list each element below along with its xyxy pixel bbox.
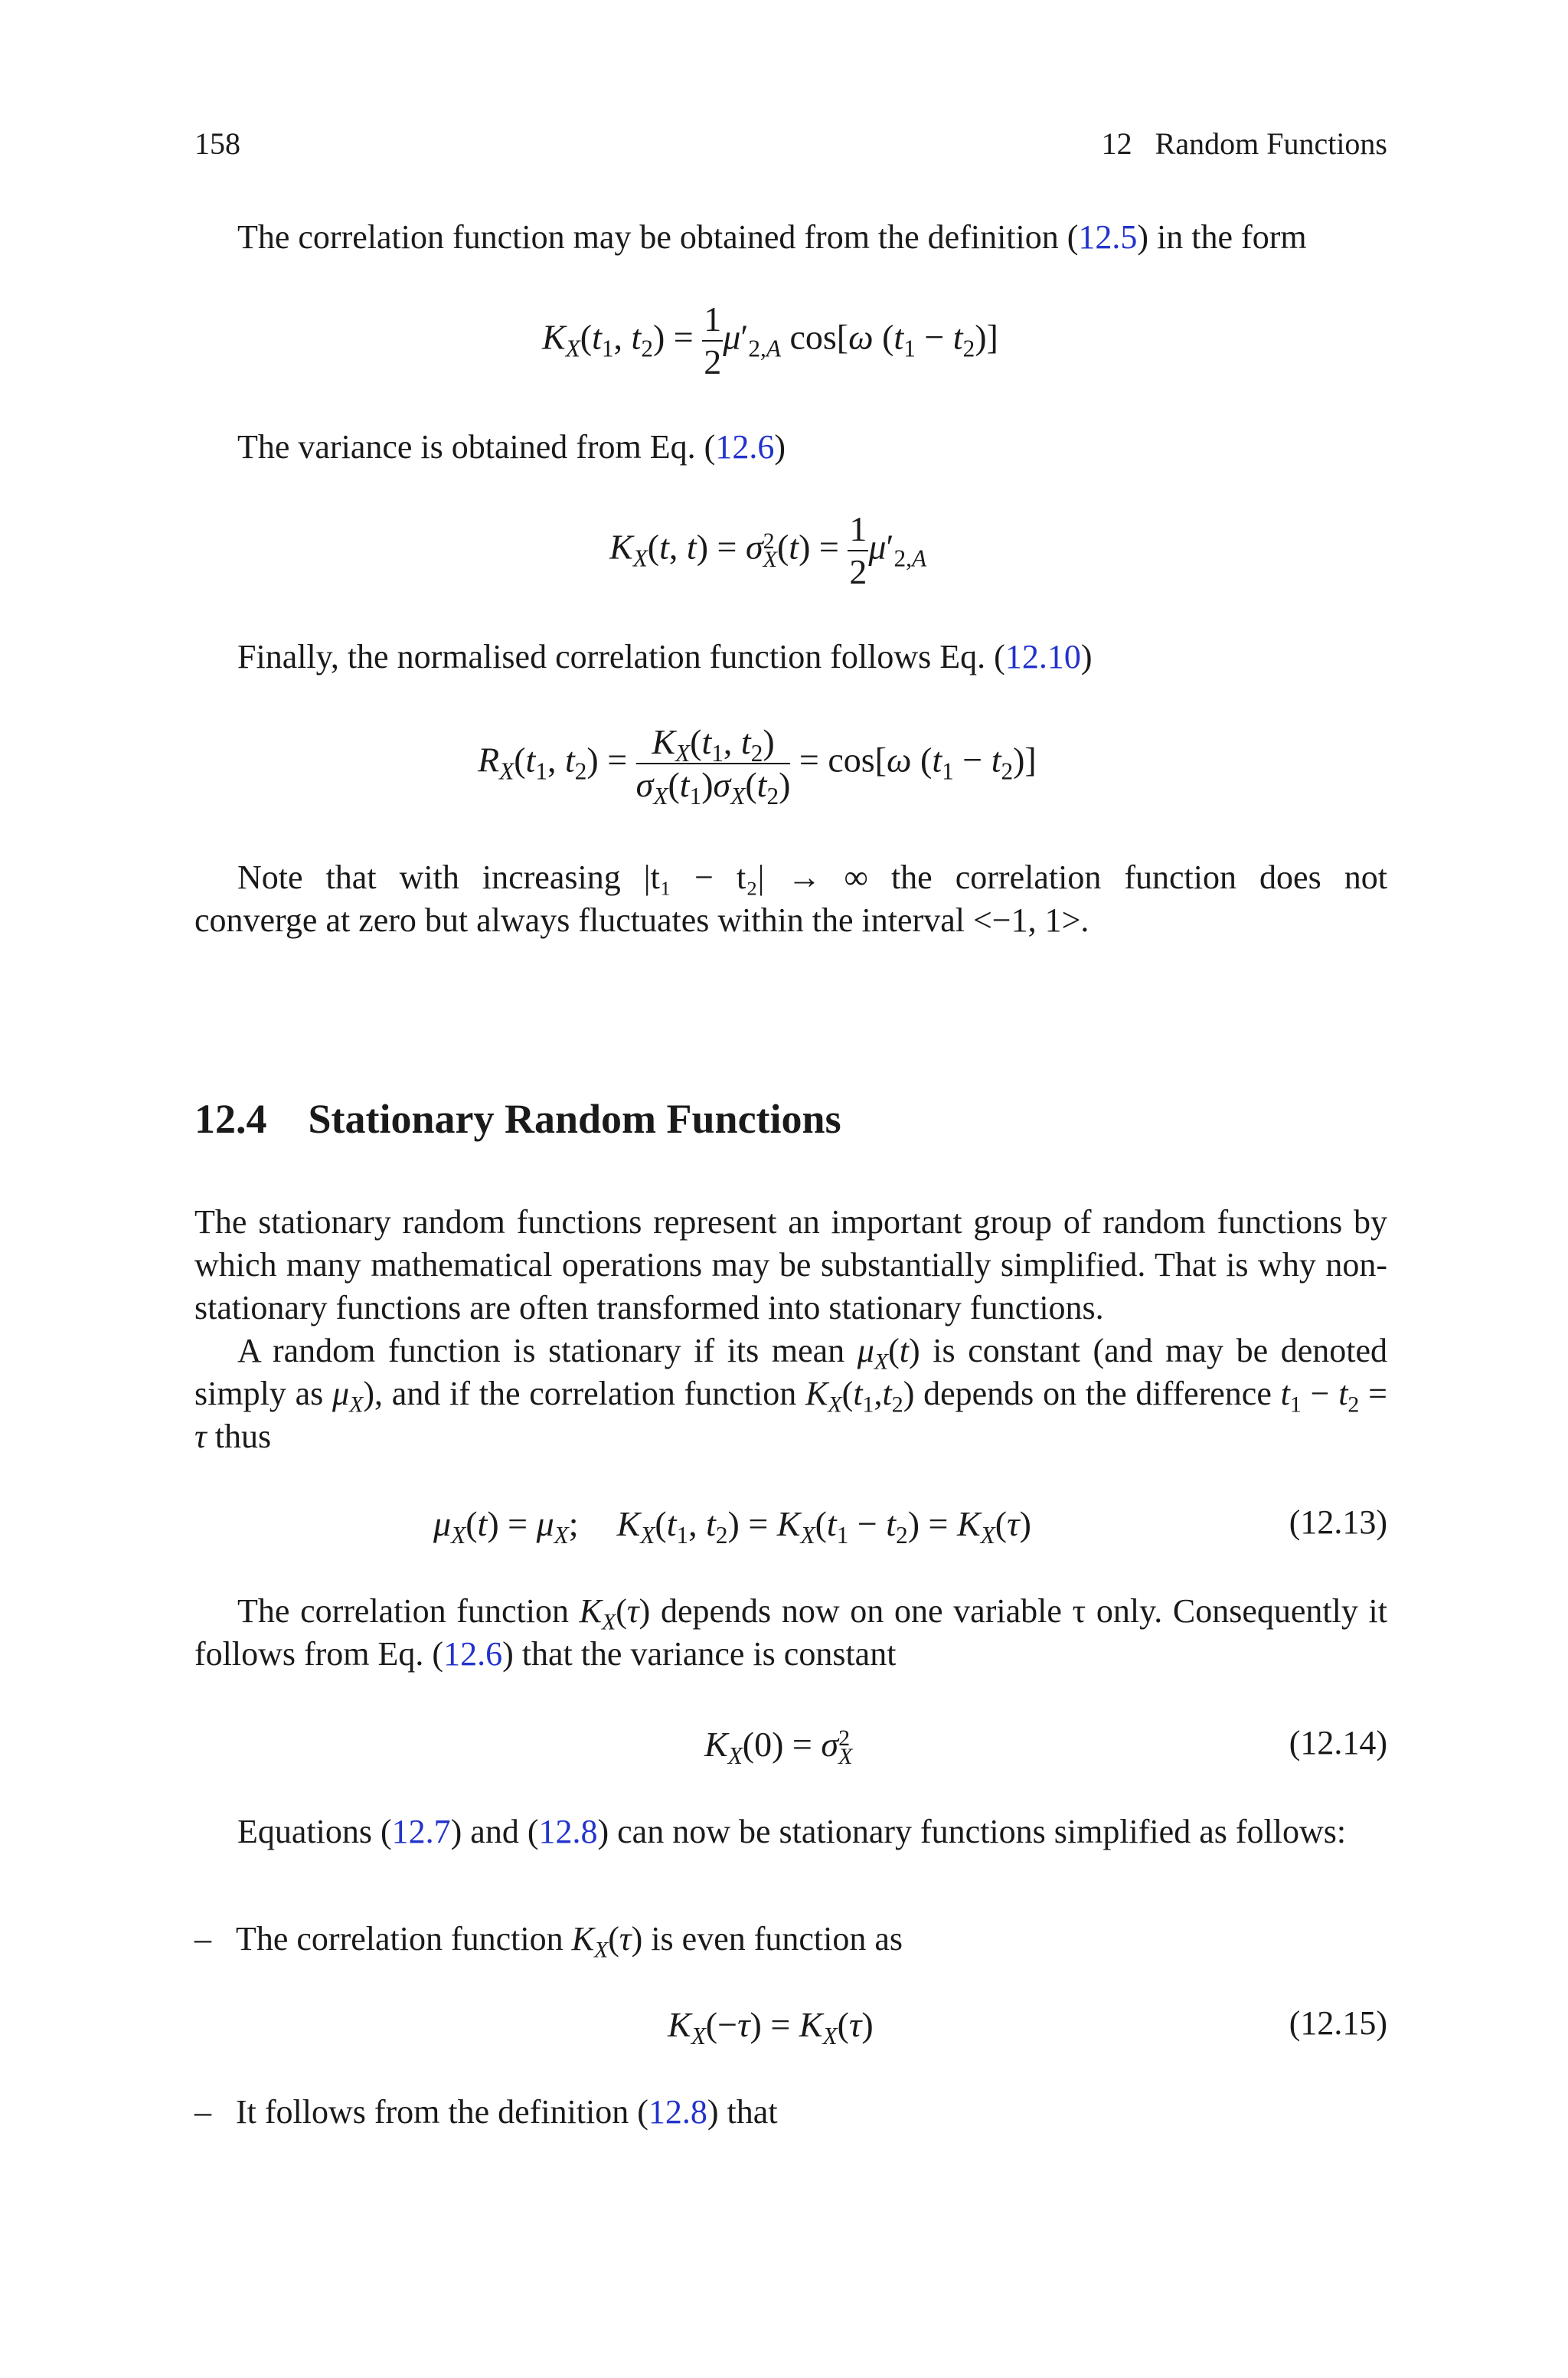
para2-text-4: depends on the difference — [914, 1375, 1281, 1412]
para4-text-2: ) and ( — [450, 1813, 539, 1850]
bullet-item-even-function: – The correlation function $K_X(\tau)$ is even function as — [194, 1920, 903, 1963]
variance-text-after: ) — [774, 428, 786, 466]
finally-text-after: ) — [1080, 638, 1093, 675]
para3-text-3: ) that the variance is constant — [502, 1635, 897, 1673]
running-header-chapter: 12 Random Functions — [1101, 126, 1387, 161]
bullet2-text-1: It follows from the definition ( — [236, 2093, 648, 2131]
intro-paragraph — [237, 216, 1307, 259]
bullet-item-definition — [194, 2091, 778, 2134]
page-number: 158 — [194, 126, 240, 161]
bullet-dash: – — [194, 1920, 211, 1958]
bullet-dash: – — [194, 2093, 211, 2131]
para2-text-2: is constant (and may be denoted simply as — [194, 1332, 1387, 1412]
finally-text-before: Finally, the normalised correlation function follows Eq. ( — [237, 638, 1005, 675]
para3-text-1: The correlation function — [237, 1592, 580, 1630]
section-number: 12.4 — [194, 1096, 267, 1142]
ref-link-12-5[interactable]: 12.5 — [1078, 218, 1138, 256]
bullet1-text-2: is even function as — [642, 1920, 903, 1958]
ref-link-12-6-b[interactable]: 12.6 — [443, 1635, 503, 1673]
section-title: Stationary Random Functions — [308, 1096, 841, 1142]
para4-text-1: Equations ( — [237, 1813, 392, 1850]
para2-text-5: thus — [206, 1418, 272, 1455]
intro-text-before: The correlation function may be obtained from the definition ( — [237, 218, 1079, 256]
para2-text-1: A random function is stationary if its mean — [237, 1332, 858, 1369]
equation-12-14: $K_X(0) = \sigma$ 2 X — [704, 1725, 853, 1770]
bullet1-text-1: The correlation function — [236, 1920, 572, 1958]
paragraph-stationary-definition: A random function is stationary if its mean $\mu_X(t)$ is constant (and may be denoted simply as $\mu_X$), and if the correlation function $K_X(t_1,t_2)$ depends on the difference $t_1 - t_2 = \tau$ thus — [194, 1332, 1387, 1455]
variance-text-before: The variance is obtained from Eq. ( — [237, 428, 716, 466]
para3-text-2: depends now on one variable τ only. Consequently it follows from Eq. ( — [194, 1592, 1388, 1673]
section-heading — [194, 1095, 841, 1143]
bullet2-text-2: ) that — [707, 2093, 778, 2131]
finally-paragraph — [237, 636, 1092, 679]
para4-text-3: ) can now be stationary functions simplified as follows: — [597, 1813, 1347, 1850]
ref-link-12-8-b[interactable]: 12.8 — [648, 2093, 707, 2131]
ref-link-12-8[interactable]: 12.8 — [538, 1813, 598, 1850]
note-line-1: Note that with increasing |t₁ − t₂| → ∞ the correlation function does not — [237, 859, 1387, 896]
equation-number-12-13: (12.13) — [1289, 1503, 1387, 1541]
variance-paragraph — [237, 426, 786, 469]
equation-number-12-15: (12.15) — [1289, 2004, 1387, 2042]
paragraph-equations-simplified — [194, 1810, 1387, 1853]
ref-link-12-6[interactable]: 12.6 — [715, 428, 775, 466]
equation-number-12-14: (12.14) — [1289, 1724, 1387, 1761]
equation-correlation-function: $K_X(t_1$, $t_2$) = $\frac{1}{2}$ $\mu'_{2,A}$ cos[ω $(t_1 - t_2)$] — [542, 299, 998, 381]
ref-link-12-7[interactable]: 12.7 — [391, 1813, 451, 1850]
intro-text-after: ) in the form — [1137, 218, 1307, 256]
equation-normalised-correlation: $R_X(t_1$, $t_2$) = $\frac{K_X(t_1, t_2)}{\sigma_X(t_1)\sigma_X(t_2)}$ = cos[ω $(t_1 - t_2)$] — [478, 722, 1037, 810]
ref-link-12-10[interactable]: 12.10 — [1004, 638, 1081, 675]
equation-12-15: $K_X(-\tau) = K_X(\tau)$ — [668, 2005, 874, 2049]
note-line-2: converge at zero but always fluctuates within the interval <−1, 1>. — [194, 901, 1089, 939]
paragraph-correlation-one-variable: The correlation function $K_X(\tau)$ depends now on one variable τ only. Consequently it follows from Eq. (12.6) that the variance is constant — [194, 1592, 1388, 1673]
paragraph-stationary-intro: The stationary random functions represent an important group of random functions by which many mathematical operations may be substantially simplified. That is why non-stationary functions are often transformed into stationary functions. — [194, 1203, 1387, 1326]
equation-12-13: $\mu_X(t) = \mu_X$; $K_X(t_1$, $t_2) = K_X(t_1 - t_2) = K_X(\tau)$ — [433, 1504, 1031, 1549]
equation-variance: $K_X(t$, t) = σ 2 X (t) = $\frac{1}{2}$ $\mu'_{2,A}$ — [609, 509, 927, 591]
para2-text-3: ), and if the correlation function — [363, 1375, 806, 1412]
